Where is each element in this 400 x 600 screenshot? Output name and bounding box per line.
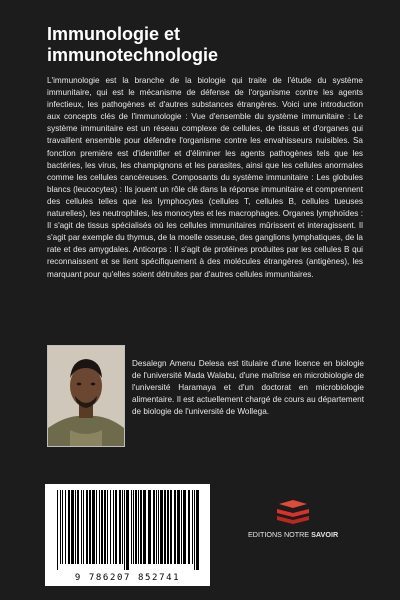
barcode-bar — [192, 490, 193, 564]
book-abstract: L'immunologie est la branche de la biologie qui traite de l'étude du système immunitaire, qui est le mécanisme de défense de l'organisme contre les agents infectieux, les pathogènes et d'autres substances étrangères. Voici une introduction aux concepts clés de l'immunologie : Vue d'ensemble du système immunitaire : Le système immunitaire est un réseau complexe de cellules, de tissus et d'organes qui travaillent ensemble pour défendre l'organisme contre les envahisseurs nuisibles. Sa fonction première est d'identifier et d'éliminer les agents pathogènes tels que les bactéries, les virus, les champignons et les parasites, ainsi que les cellules anormales comme les cellules cancéreuses. Composants du système immunitaire : Les globules blancs (leucocytes) : Ils jouent un rôle clé dans la réponse immunitaire et comprennent des cellules telles que les lymphocytes (cellules T, cellules B, cellules tueuses naturelles), les neutrophiles, les monocytes et les macrophages. Organes lymphoïdes : Il s'agit de tissus spécialisés où les cellules immunitaires mûrissent et interagissent. Il s'agit par exemple du thymus, de la moelle osseuse, des ganglions lymphatiques, de la rate et des amygdales. Anticorps : Il s'agit de protéines produites par les cellules B qui reconnaissent et se lient spécifiquement à des molécules étrangères (antigènes), les marquant pour qu'elles soient détruites par d'autres cellules immunitaires. — [47, 76, 363, 279]
barcode-bar — [156, 490, 157, 564]
barcode-bar — [119, 490, 121, 564]
barcode-bar — [101, 490, 103, 564]
barcode-bar — [60, 490, 61, 564]
barcode-bar — [99, 490, 100, 564]
barcode-bar — [96, 490, 97, 564]
barcode-bar — [158, 490, 159, 564]
barcode-bar — [124, 490, 125, 570]
barcode-bar — [77, 490, 79, 564]
barcode-bar — [131, 490, 132, 564]
barcode-bar — [107, 490, 108, 564]
barcode-bar — [188, 490, 190, 564]
barcode-bar — [143, 490, 146, 564]
barcode-bar — [183, 490, 186, 564]
barcode-bar — [138, 490, 139, 564]
author-bio: Desalegn Amenu Delesa est titulaire d'une licence en biologie de l'université Mada Walabu, d'une maîtrise en microbiologie de l'université Haramaya et d'un doctorat en microbiologie alimentaire. Il est actuellement chargé de cours au département de biologie de l'université de Wollega. — [132, 359, 364, 417]
publisher-logo-icon — [275, 500, 311, 526]
barcode-bar — [110, 490, 111, 564]
barcode-bar — [153, 490, 155, 564]
isbn-barcode — [45, 484, 210, 586]
barcode-bar — [115, 490, 117, 564]
author-photo — [47, 345, 125, 447]
publisher-name: EDITIONS NOTRE SAVOIR — [248, 530, 339, 539]
barcode-bar — [140, 490, 142, 564]
barcode-bar — [81, 490, 82, 564]
isbn-number: 9 786207 852741 — [74, 573, 181, 583]
barcode-bar — [164, 490, 166, 564]
barcode-bar — [92, 490, 95, 564]
barcode-bar — [62, 490, 63, 564]
author-portrait-image — [48, 346, 124, 446]
barcode-bars — [45, 484, 210, 572]
barcode-bar — [167, 490, 169, 564]
barcode-bar — [65, 490, 66, 564]
barcode-bar — [194, 490, 195, 570]
barcode-bar — [148, 490, 151, 564]
barcode-bar — [133, 490, 134, 564]
barcode-bar — [75, 490, 76, 564]
barcode-bar — [71, 490, 74, 564]
barcode-bar — [122, 490, 123, 564]
barcode-bar — [196, 490, 199, 570]
barcode-bar — [135, 490, 137, 564]
barcode-bar — [113, 490, 114, 564]
publisher-block — [248, 500, 338, 539]
barcode-bar — [68, 490, 70, 564]
barcode-bar — [126, 490, 129, 570]
barcode-bar — [57, 490, 58, 570]
barcode-bar — [160, 490, 163, 564]
barcode-bar — [89, 490, 91, 564]
barcode-bar — [174, 490, 176, 564]
barcode-bar — [104, 490, 106, 564]
barcode-bar — [86, 490, 88, 564]
barcode-bar — [181, 490, 182, 564]
barcode-bar — [177, 490, 180, 564]
book-title: Immunologie et immunotechnologie — [47, 24, 218, 65]
barcode-bar — [83, 490, 84, 564]
barcode-bar — [170, 490, 172, 564]
